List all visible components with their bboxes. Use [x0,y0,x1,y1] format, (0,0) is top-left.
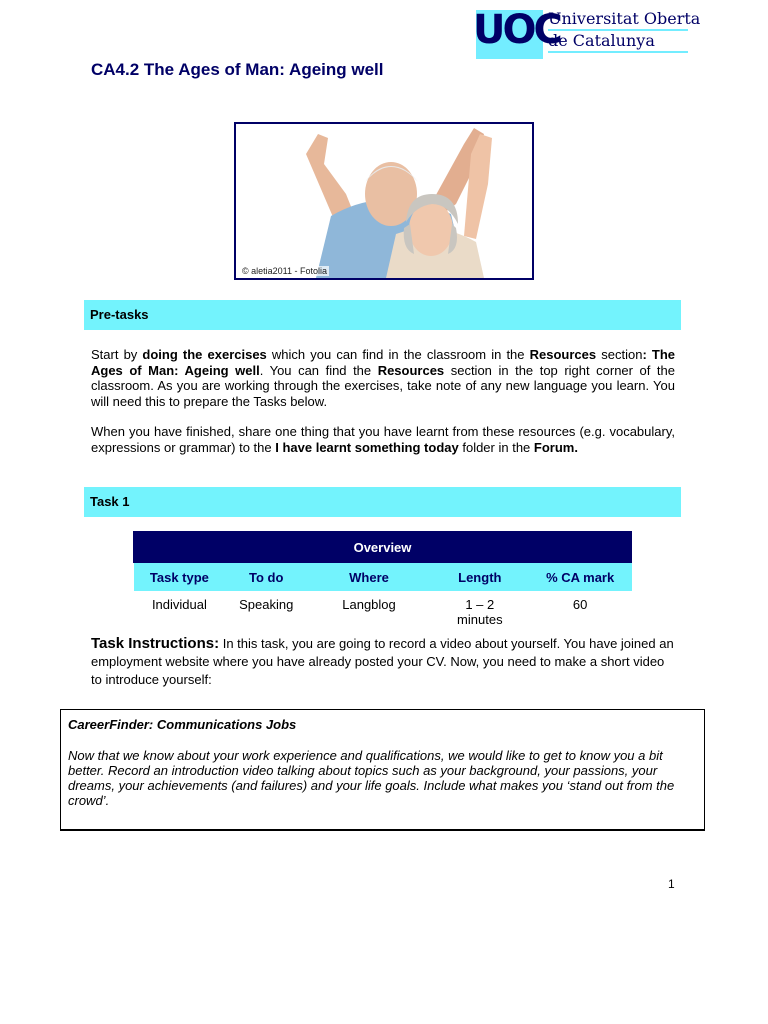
col-task-type: Task type [134,563,226,592]
page-title: CA4.2 The Ages of Man: Ageing well [91,60,384,79]
cell-ca-mark: 60 [572,597,588,612]
text: section in the top right corner of the classroom. As you are working through the exercises, take note of any new language you learn. You will need this to prepare the Tasks below. [91,362,675,409]
col-length: Length [431,563,529,592]
careerfinder-title: CareerFinder: Communications Jobs [68,717,297,732]
bold-text: : The Ages of Man: Ageing well [91,347,675,378]
task-instructions [91,635,675,689]
careerfinder-box [60,709,705,831]
col-ca-mark: % CA mark [529,563,632,592]
photo-credit: © aletia2011 - Fotolia [242,266,328,276]
col-where: Where [307,563,431,592]
pretasks-heading: Pre-tasks [90,307,149,322]
table-title-row [134,532,632,563]
text: section [596,347,643,362]
pretasks-heading-band [84,300,681,330]
bold-text: I have learnt something today [275,439,459,455]
pretasks-paragraph-1 [91,347,675,409]
text: Start by [91,347,143,362]
pretasks-paragraph-2 [91,424,675,455]
bold-text: Resources [529,347,597,362]
page-number: 1 [668,877,675,891]
bold-text: Forum. [533,439,578,455]
bold-text: doing the exercises [142,347,267,362]
text: which you can find in the classroom in the [266,347,530,362]
task1-heading-band [84,487,681,517]
uoc-logo-text [548,9,701,54]
table-title: Overview [134,532,632,563]
task-instructions-lead: Task Instructions: [91,635,220,652]
text: folder in the [458,439,534,455]
logo-line-1: Universitat Oberta [548,10,688,31]
table-header-row [134,563,632,592]
cell-to-do: Speaking [239,597,294,612]
task-instructions-text: In this task, you are going to record a video about yourself. You have joined an employment website where you have already posted your CV. Now, you need to make a short video to introduce yourself: [91,636,674,687]
logo-line-2: de Catalunya [548,32,688,53]
task1-heading: Task 1 [90,494,130,509]
photo-illustration [236,124,532,278]
uoc-logo-mark-text: UOC [473,7,560,53]
cell-task-type: Individual [151,597,207,612]
cell-length: 1 – 2 minutes [457,597,503,627]
uoc-logo-mark [473,7,560,59]
col-to-do: To do [225,563,307,592]
uoc-logo [473,7,701,59]
photo-seniors-celebrating [234,122,534,280]
overview-table [133,531,632,629]
cell-where: Langblog [342,597,396,612]
text: . You can find the [259,362,378,378]
careerfinder-text: Now that we know about your work experience and qualifications, we would like to get to know you a bit better. Record an introduction video talking about topics such as your background, your passions, your dreams, your achievements (and failures) and your life goals. Include what makes you ‘stand out from the crowd’. [68,748,675,808]
bold-text: Resources [377,362,445,378]
table-row [134,591,632,629]
text: When you have finished, share one thing that you have learnt from these resources (e.g. vocabulary, expressions or grammar) to the [91,424,675,455]
